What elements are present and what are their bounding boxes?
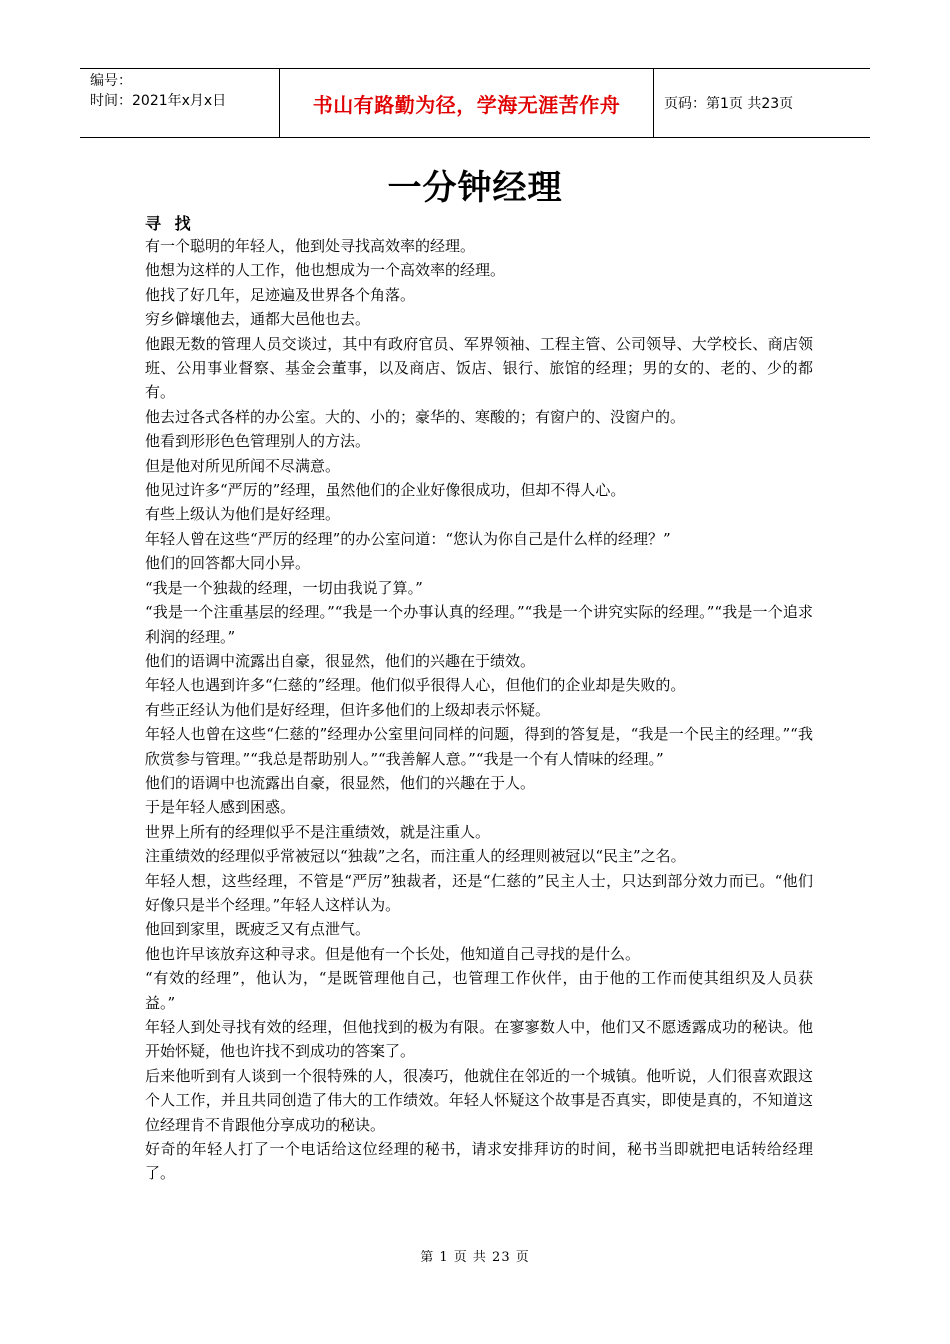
- paragraph: 世界上所有的经理似乎不是注重绩效，就是注重人。: [145, 822, 491, 841]
- paragraph: “有效的经理”，他认为，“是既管理他自己，也管理工作伙伴，由于他的工作而使其组织及人员获益。”: [145, 969, 813, 1012]
- document-date-label: 时间：2021年x月x日: [90, 93, 227, 109]
- paragraph: 年轻人也曾在这些“仁慈的”经理办公室里问同样的问题，得到的答复是，“我是一个民主的经理。”“我欣赏参与管理。”“我总是帮助别人。”“我善解人意。”“我是一个有人情味的经理。”: [145, 725, 813, 768]
- paragraph: 他找了好几年，足迹遍及世界各个角落。: [145, 285, 416, 304]
- paragraph: 他去过各式各样的办公室。大的、小的；豪华的、寒酸的；有窗户的、没窗户的。: [145, 407, 686, 426]
- paragraph: 他想为这样的人工作，他也想成为一个高效率的经理。: [145, 261, 506, 280]
- page-footer: 第 1 页 共 23 页: [420, 1250, 530, 1265]
- header-meta: [80, 69, 280, 137]
- paragraph: 他回到家里，既疲乏又有点泄气。: [145, 920, 371, 939]
- paragraph: 年轻人也遇到许多“仁慈的”经理。他们似乎很得人心，但他们的企业却是失败的。: [145, 676, 686, 695]
- paragraph: 后来他听到有人谈到一个很特殊的人，很凑巧，他就住在邻近的一个城镇。他听说，人们很喜欢跟这个人工作，并且共同创造了伟大的工作绩效。年轻人怀疑这个故事是否真实，即使是真的，不知道这位经理肯不肯跟他分享成功的秘诀。: [145, 1066, 813, 1134]
- paragraph: 有些正经认为他们是好经理，但许多他们的上级却表示怀疑。: [145, 700, 551, 719]
- paragraph: 他看到形形色色管理别人的方法。: [145, 432, 371, 451]
- paragraph: 他见过许多“严厉的”经理，虽然他们的企业好像很成功，但却不得人心。: [145, 481, 626, 500]
- header-page-info: 页码：第1页 共23页: [664, 96, 794, 112]
- header-motto: 书山有路勤为径，学海无涯苦作舟: [280, 69, 654, 137]
- paragraph: 年轻人想，这些经理，不管是“严厉”独裁者，还是“仁慈的”民主人士，只达到部分效力而已。“他们好像只是半个经理。”年轻人这样认为。: [145, 871, 813, 914]
- paragraph: 但是他对所见所闻不尽满意。: [145, 456, 341, 475]
- paragraph: 他也许早该放弃这种寻求。但是他有一个长处，他知道自己寻找的是什么。: [145, 944, 641, 963]
- document-header: [80, 68, 870, 138]
- paragraph: “我是一个注重基层的经理。”“我是一个办事认真的经理。”“我是一个讲究实际的经理。”“我是一个追求利润的经理。”: [145, 603, 813, 646]
- paragraph: 穷乡僻壤他去，通都大邑他也去。: [145, 310, 371, 329]
- section-title: 寻 找: [145, 214, 195, 233]
- document-title: 一分钟经理: [387, 168, 563, 208]
- document-code-label: 编号：: [90, 73, 132, 89]
- paragraph: 有些上级认为他们是好经理。: [145, 505, 341, 524]
- paragraph: 他们的语调中也流露出自豪，很显然，他们的兴趣在于人。: [145, 773, 536, 792]
- paragraph: 他跟无数的管理人员交谈过，其中有政府官员、军界领袖、工程主管、公司领导、大学校长、商店领班、公用事业督察、基金会董事，以及商店、饭店、银行、旅馆的经理；男的女的、老的、少的都有。: [145, 334, 813, 402]
- document-body: [145, 234, 813, 1186]
- paragraph: 好奇的年轻人打了一个电话给这位经理的秘书，请求安排拜访的时间，秘书当即就把电话转给经理了。: [145, 1140, 813, 1183]
- paragraph: 注重绩效的经理似乎常被冠以“独裁”之名，而注重人的经理则被冠以“民主”之名。: [145, 847, 686, 866]
- paragraph: 他们的回答都大同小异。: [145, 554, 311, 573]
- paragraph: 年轻人到处寻找有效的经理，但他找到的极为有限。在寥寥数人中，他们又不愿透露成功的秘诀。他开始怀疑，他也许找不到成功的答案了。: [145, 1018, 813, 1061]
- paragraph: 有一个聪明的年轻人，他到处寻找高效率的经理。: [145, 237, 476, 255]
- paragraph: 他们的语调中流露出自豪，很显然，他们的兴趣在于绩效。: [145, 651, 536, 670]
- paragraph: 于是年轻人感到困惑。: [145, 798, 296, 817]
- paragraph: “我是一个独裁的经理，一切由我说了算。”: [145, 578, 423, 597]
- paragraph: 年轻人曾在这些“严厉的经理”的办公室问道：“您认为你自己是什么样的经理？”: [145, 529, 671, 548]
